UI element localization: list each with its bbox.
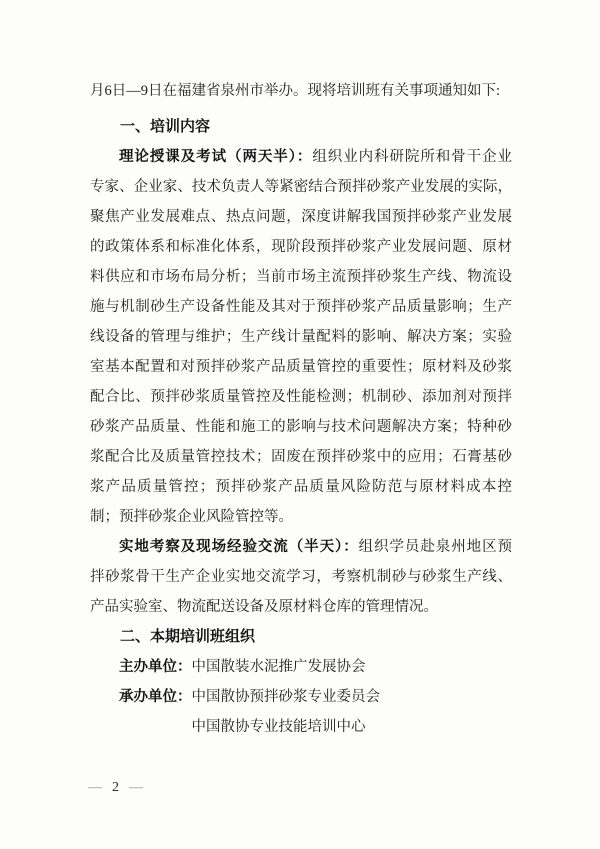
body-line: 的政策体系和标准化体系，现阶段预拌砂浆产业发展问题、原材 xyxy=(90,239,512,255)
body-line-paragraph-end: 制；预拌砂浆企业风险管控等。 xyxy=(90,509,293,525)
body-line-paragraph-end: 产品实验室、物流配送设备及原材料仓库的管理情况。 xyxy=(90,599,438,615)
paragraph-lead-bold: 理论授课及考试（两天半）： xyxy=(119,149,313,165)
body-line: 拌砂浆骨干生产企业实地交流学习，考察机制砂与砂浆生产线、 xyxy=(90,569,512,585)
paragraph-line xyxy=(90,142,512,172)
organizer-line-continuation: 中国散协专业技能培训中心 xyxy=(191,719,366,735)
page-number: 2 xyxy=(112,780,119,795)
footer-dash-left: — xyxy=(88,780,102,795)
page-footer xyxy=(88,778,143,798)
organizer-line-undertaker xyxy=(90,682,512,712)
body-line: 聚焦产业发展难点、热点问题，深度讲解我国预拌砂浆产业发展 xyxy=(90,209,512,225)
body-line: 室基本配置和对预拌砂浆产品质量管控的重要性；原材料及砂浆 xyxy=(90,359,512,375)
paragraph-text: 组织业内科研院所和骨干企业 xyxy=(312,149,513,165)
body-line: 砂浆产品质量、性能和施工的影响与技术问题解决方案；特种砂 xyxy=(90,419,512,435)
organizer-line-host xyxy=(90,652,512,682)
body-line: 施与机制砂生产设备性能及其对于预拌砂浆产品质量影响；生产 xyxy=(90,299,512,315)
organizer-label: 承办单位： xyxy=(119,689,192,705)
paragraph-line xyxy=(90,532,512,562)
body-line: 浆产品质量管控；预拌砂浆产品质量风险防范与原材料成本控 xyxy=(90,479,512,495)
body-line: 浆配合比及质量管控技术；固废在预拌砂浆中的应用；石膏基砂 xyxy=(90,449,512,465)
section-heading-1: 一、培训内容 xyxy=(120,118,211,135)
body-line: 线设备的管理与维护；生产线计量配料的影响、解决方案；实验 xyxy=(90,329,512,345)
paragraph-lead-bold: 实地考察及现场经验交流（半天）： xyxy=(119,539,359,555)
section-heading-2: 二、本期培训班组织 xyxy=(120,628,256,645)
paragraph-text: 组织学员赴泉州地区预 xyxy=(358,539,513,555)
document-body xyxy=(90,76,512,742)
organizer-label: 主办单位： xyxy=(119,659,192,675)
body-line: 专家、企业家、技术负责人等紧密结合预拌砂浆产业发展的实际， xyxy=(90,179,512,195)
body-line: 料供应和市场布局分析；当前市场主流预拌砂浆生产线、物流设 xyxy=(90,269,512,285)
organizer-name: 中国散协预拌砂浆专业委员会 xyxy=(191,689,380,705)
organizer-name: 中国散装水泥推广发展协会 xyxy=(191,659,366,675)
body-line: 配合比、预拌砂浆质量管控及性能检测；机制砂、添加剂对预拌 xyxy=(90,389,512,405)
body-line: 月6日—9日在福建省泉州市举办。现将培训班有关事项通知如下: xyxy=(90,83,501,99)
footer-dash-right: — xyxy=(129,780,143,795)
